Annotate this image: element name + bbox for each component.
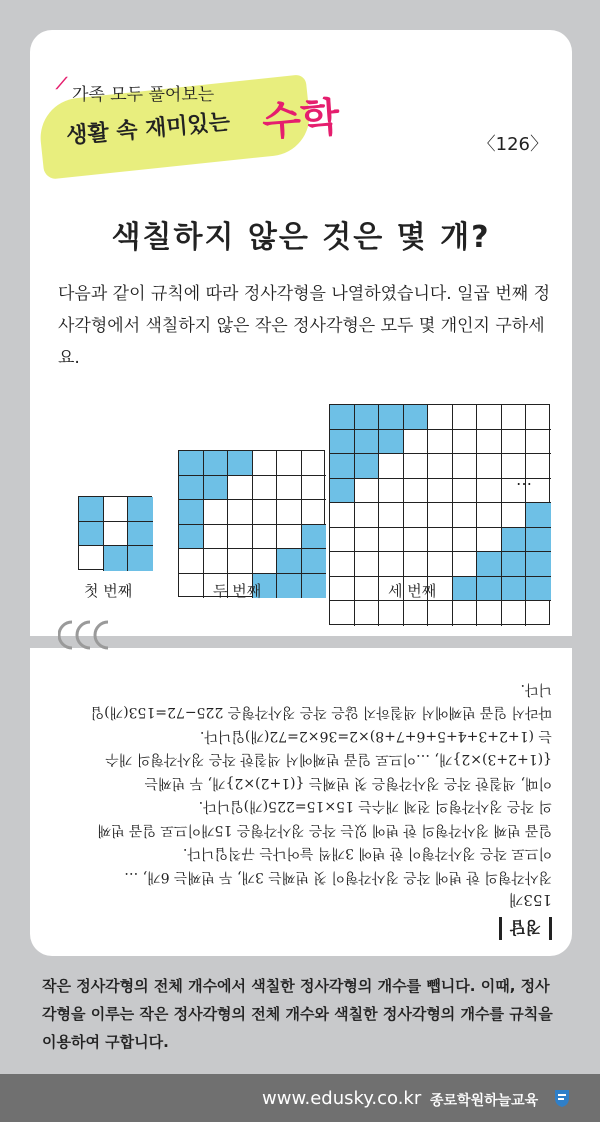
unshaded-square bbox=[302, 451, 327, 476]
shaded-square bbox=[179, 476, 204, 501]
unshaded-square bbox=[428, 430, 453, 455]
shaded-square bbox=[302, 525, 327, 550]
unshaded-square bbox=[453, 528, 478, 553]
unshaded-square bbox=[355, 552, 380, 577]
problem-title: 색칠하지 않은 것은 몇 개? bbox=[111, 220, 491, 255]
unshaded-square bbox=[379, 552, 404, 577]
shaded-square bbox=[502, 552, 527, 577]
brand-line1: 가족 모두 풀어보는 bbox=[72, 85, 215, 105]
unshaded-square bbox=[526, 430, 551, 455]
unshaded-square bbox=[330, 503, 355, 528]
shaded-square bbox=[330, 430, 355, 455]
caption-third: 세 번째 bbox=[388, 582, 437, 600]
shaded-square bbox=[128, 522, 153, 547]
shaded-square bbox=[379, 430, 404, 455]
unshaded-square bbox=[526, 601, 551, 626]
shaded-square bbox=[502, 528, 527, 553]
issue-number: 〈126〉 bbox=[477, 134, 548, 155]
answer-line: 는 (1+2+3+4+5+6+7+8)×2=36×2=72(개)입니다. bbox=[199, 728, 552, 744]
answer-section bbox=[52, 660, 552, 940]
caption-first: 첫 번째 bbox=[84, 582, 133, 600]
square-grid bbox=[329, 404, 550, 625]
unshaded-square bbox=[477, 430, 502, 455]
shaded-square bbox=[477, 552, 502, 577]
answer-line: 이므로 작은 정사각형이 한 변에 3개씩 늘어나는 규칙입니다. bbox=[182, 845, 552, 862]
unshaded-square bbox=[477, 503, 502, 528]
shaded-square bbox=[355, 430, 380, 455]
caption-second: 두 번째 bbox=[213, 582, 262, 600]
unshaded-square bbox=[502, 601, 527, 626]
unshaded-square bbox=[404, 454, 429, 479]
answer-line: 의 작은 정사각형의 전체 개수는 15×15=225(개)입니다. bbox=[198, 798, 552, 815]
unshaded-square bbox=[404, 552, 429, 577]
shaded-square bbox=[277, 574, 302, 599]
unshaded-square bbox=[453, 503, 478, 528]
unshaded-square bbox=[253, 549, 278, 574]
unshaded-square bbox=[228, 525, 253, 550]
brand-line2: 생활 속 재미있는 bbox=[65, 109, 232, 150]
org-logo-icon bbox=[553, 1088, 571, 1108]
unshaded-square bbox=[302, 500, 327, 525]
shaded-square bbox=[128, 546, 153, 571]
hint-text: 작은 정사각형의 전체 개수에서 색칠한 정사각형의 개수를 뺍니다. 이때, 정사각형을 이루는 작은 정사각형의 전체 개수와 색칠한 정사각형의 개수를 규칙을 이용하여 구합니다. bbox=[42, 977, 553, 1051]
unshaded-square bbox=[228, 500, 253, 525]
unshaded-square bbox=[428, 528, 453, 553]
unshaded-square bbox=[428, 503, 453, 528]
unshaded-square bbox=[277, 451, 302, 476]
unshaded-square bbox=[330, 601, 355, 626]
answer-line: 니다. bbox=[520, 681, 552, 697]
shaded-square bbox=[302, 574, 327, 599]
unshaded-square bbox=[379, 454, 404, 479]
shaded-square bbox=[330, 454, 355, 479]
shaded-square bbox=[330, 405, 355, 430]
unshaded-square bbox=[404, 430, 429, 455]
shaded-square bbox=[355, 454, 380, 479]
unshaded-square bbox=[404, 479, 429, 504]
unshaded-square bbox=[526, 405, 551, 430]
unshaded-square bbox=[428, 601, 453, 626]
unshaded-square bbox=[379, 528, 404, 553]
unshaded-square bbox=[453, 479, 478, 504]
shaded-square bbox=[277, 549, 302, 574]
unshaded-square bbox=[477, 601, 502, 626]
answer-line: 정사각형의 한 변에 작은 정사각형이 첫 번째는 3개, 두 번째는 6개, … bbox=[124, 869, 552, 885]
unshaded-square bbox=[204, 549, 229, 574]
unshaded-square bbox=[330, 577, 355, 602]
unshaded-square bbox=[253, 525, 278, 550]
shaded-square bbox=[228, 451, 253, 476]
answer-explanation bbox=[52, 677, 552, 889]
unshaded-square bbox=[179, 549, 204, 574]
unshaded-square bbox=[404, 528, 429, 553]
unshaded-square bbox=[477, 405, 502, 430]
unshaded-square bbox=[179, 574, 204, 599]
unshaded-square bbox=[302, 476, 327, 501]
unshaded-square bbox=[379, 601, 404, 626]
unshaded-square bbox=[204, 500, 229, 525]
unshaded-square bbox=[277, 500, 302, 525]
shaded-square bbox=[204, 476, 229, 501]
answer-line: 이때, 색칠한 작은 정사각형은 첫 번째는 {(1+2)×2}개, 두 번째는 bbox=[144, 775, 552, 791]
unshaded-square bbox=[104, 522, 129, 547]
unshaded-square bbox=[355, 479, 380, 504]
shaded-square bbox=[128, 497, 153, 522]
spark-icon: ⟋ bbox=[56, 74, 68, 93]
unshaded-square bbox=[428, 454, 453, 479]
unshaded-square bbox=[104, 497, 129, 522]
unshaded-square bbox=[453, 454, 478, 479]
unshaded-square bbox=[253, 451, 278, 476]
ellipsis: … bbox=[516, 470, 532, 489]
unshaded-square bbox=[428, 552, 453, 577]
answer-line: 일곱 번째 정사각형의 한 변에 있는 작은 정사각형은 15개이므로 일곱 번째 bbox=[97, 822, 552, 838]
unshaded-square bbox=[428, 479, 453, 504]
unshaded-square bbox=[355, 601, 380, 626]
answer-value: 153개 bbox=[508, 891, 552, 909]
unshaded-square bbox=[404, 601, 429, 626]
website-link[interactable]: www.edusky.co.kr bbox=[262, 1088, 422, 1109]
unshaded-square bbox=[355, 503, 380, 528]
unshaded-square bbox=[477, 528, 502, 553]
unshaded-square bbox=[502, 430, 527, 455]
shaded-square bbox=[453, 577, 478, 602]
unshaded-square bbox=[228, 549, 253, 574]
shaded-square bbox=[526, 577, 551, 602]
unshaded-square bbox=[253, 500, 278, 525]
binder-rings-icon bbox=[58, 618, 120, 652]
unshaded-square bbox=[253, 476, 278, 501]
problem-text: 다음과 같이 규칙에 따라 정사각형을 나열하였습니다. 일곱 번째 정사각형에서 색칠하지 않은 작은 정사각형은 모두 몇 개인지 구하세요. bbox=[58, 284, 551, 368]
unshaded-square bbox=[379, 503, 404, 528]
unshaded-square bbox=[453, 552, 478, 577]
shaded-square bbox=[526, 552, 551, 577]
unshaded-square bbox=[277, 525, 302, 550]
unshaded-square bbox=[277, 476, 302, 501]
shaded-square bbox=[526, 503, 551, 528]
brand-math: 수학 bbox=[260, 94, 342, 146]
shaded-square bbox=[477, 577, 502, 602]
shaded-square bbox=[302, 549, 327, 574]
shaded-square bbox=[330, 479, 355, 504]
unshaded-square bbox=[79, 546, 104, 571]
shaded-square bbox=[104, 546, 129, 571]
answer-label: 정답 bbox=[499, 917, 552, 940]
shaded-square bbox=[502, 577, 527, 602]
shaded-square bbox=[79, 497, 104, 522]
unshaded-square bbox=[379, 479, 404, 504]
unshaded-square bbox=[477, 454, 502, 479]
unshaded-square bbox=[428, 405, 453, 430]
shaded-square bbox=[179, 451, 204, 476]
shaded-square bbox=[526, 528, 551, 553]
answer-line: {(1+2+3)×2}개, …이므로 일곱 번째에서 색칠한 작은 정사각형의 개수 bbox=[105, 751, 552, 768]
unshaded-square bbox=[502, 503, 527, 528]
unshaded-square bbox=[453, 601, 478, 626]
square-grid bbox=[178, 450, 325, 597]
unshaded-square bbox=[204, 525, 229, 550]
unshaded-square bbox=[355, 528, 380, 553]
unshaded-square bbox=[453, 405, 478, 430]
unshaded-square bbox=[228, 476, 253, 501]
answer-line: 따라서 일곱 번째에서 색칠하지 않은 작은 정사각형은 225−72=153(개)입 bbox=[90, 704, 552, 721]
shaded-square bbox=[355, 405, 380, 430]
unshaded-square bbox=[330, 552, 355, 577]
org-name: 종로학원하늘교육 bbox=[430, 1093, 539, 1109]
unshaded-square bbox=[502, 405, 527, 430]
square-grid bbox=[78, 496, 152, 570]
shaded-square bbox=[204, 451, 229, 476]
unshaded-square bbox=[355, 577, 380, 602]
shaded-square bbox=[179, 525, 204, 550]
shaded-square bbox=[79, 522, 104, 547]
shaded-square bbox=[179, 500, 204, 525]
unshaded-square bbox=[453, 430, 478, 455]
shaded-square bbox=[379, 405, 404, 430]
unshaded-square bbox=[330, 528, 355, 553]
unshaded-square bbox=[404, 503, 429, 528]
shaded-square bbox=[404, 405, 429, 430]
unshaded-square bbox=[477, 479, 502, 504]
